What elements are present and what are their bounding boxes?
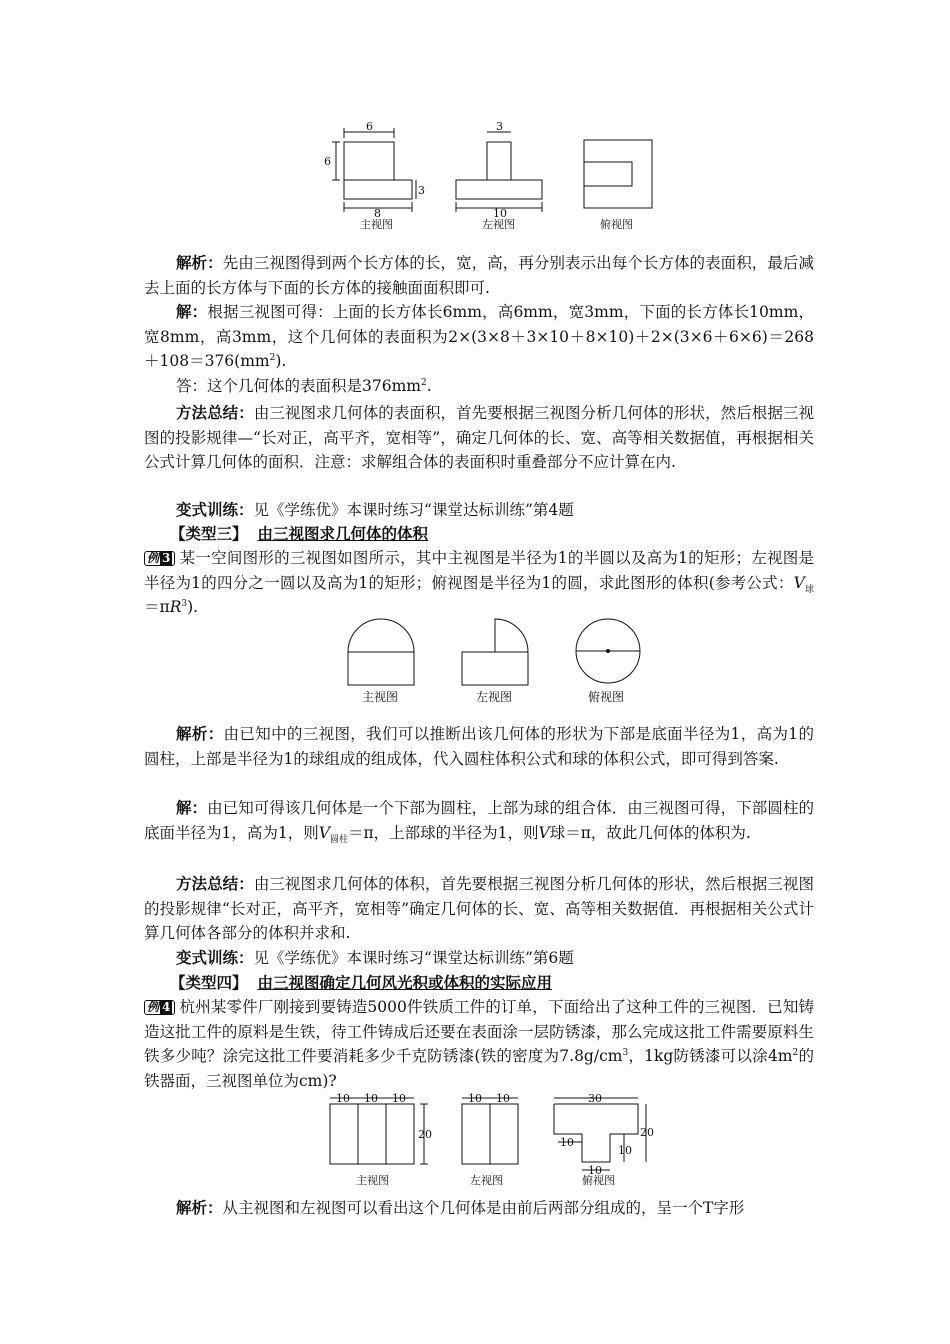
- paragraph-solution-1: 解：根据三视图可得：上面的长方体长6mm，高6mm，宽3mm，下面的长方体长10mm，宽8mm，高3mm，这个几何体的表面积为$2\times(3\times 8+3\times 10+8\times 10)+2\times(3\times 6+6\times 6)=268+108=376(mm^2)$.: [144, 302, 814, 370]
- dim-front-10b: 10: [364, 1092, 378, 1105]
- side-view-label: 左视图: [482, 218, 515, 231]
- figure-three-views-1: [320, 118, 680, 242]
- example-badge-4: 例 4: [144, 1000, 175, 1015]
- dim-side-width: 10: [493, 207, 507, 220]
- figure-three-views-3: [326, 1090, 666, 1194]
- dim-top-10-right: 10: [618, 1144, 632, 1157]
- dim-base-width: 8: [374, 207, 381, 220]
- paragraph-analysis-1: 解析：先由三视图得到两个长方体的长，宽，高，再分别表示出每个长方体的表面积，最后减去上面的长方体与下面的长方体的接触面面积即可.: [144, 253, 814, 297]
- top-view-label-3: 俯视图: [582, 1174, 615, 1187]
- dim-side-10a: 10: [468, 1092, 482, 1105]
- dim-top-30: 30: [588, 1092, 602, 1105]
- figure-2-svg: [340, 618, 660, 708]
- dim-top-width: 6: [366, 120, 373, 133]
- side-view-label-2: 左视图: [476, 690, 513, 704]
- paragraph-method-summary-1: 方法总结：由三视图求几何体的表面积，首先要根据三视图分析几何体的形状，然后根据三视图的投影规律—“长对正，高平齐，宽相等”，确定几何体的长、宽、高等相关数据值，再根据相关公式计算几何体的面积．注意：求解组合体的表面积时重叠部分不应计算在内.: [144, 403, 814, 471]
- front-view-label: 主视图: [360, 218, 393, 231]
- paragraph-analysis-3: 解析：从主视图和左视图可以看出这个几何体是由前后两部分组成的，呈一个T字形: [176, 1198, 745, 1217]
- paragraph-analysis-2: 解析：由已知中的三视图，我们可以推断出该几何体的形状为下部是底面半径为1，高为1的圆柱，上部是半径为1的球组成的组成体，代入圆柱体积公式和球的体积公式，即可得到答案.: [144, 724, 814, 768]
- top-view-label: 俯视图: [600, 218, 633, 231]
- paragraph-answer-1: 答：这个几何体的表面积是$376mm^2$.: [176, 377, 432, 395]
- paragraph-example-3: 例 3 某一空间图形的三视图如图所示，其中主视图是半径为1的半圆以及高为1的矩形；左视图是半径为1的四分之一圆以及高为1的矩形；俯视图是半径为1的圆，求此图形的体积(参考公式：$V_球=\pi R^3$).: [144, 549, 814, 616]
- dim-front-10a: 10: [336, 1092, 350, 1105]
- dim-side-10b: 10: [496, 1092, 510, 1105]
- dim-base-height: 3: [418, 184, 425, 197]
- top-view-label-2: 俯视图: [588, 690, 625, 704]
- dim-side-top: 3: [496, 120, 503, 133]
- dim-front-10c: 10: [392, 1092, 406, 1105]
- side-view-label-3: 左视图: [470, 1174, 503, 1187]
- figure-3-svg: [326, 1090, 666, 1190]
- paragraph-variant-training-2: 变式训练：见《学练优》本课时练习“课堂达标训练”第6题: [176, 948, 574, 967]
- section-heading-type4: 【类型四】 由三视图确定几何风光积或体积的实际应用: [170, 973, 553, 992]
- figure-three-views-2: [340, 618, 660, 712]
- dim-top-20: 20: [640, 1126, 654, 1139]
- section-heading-type3: 【类型三】 由三视图求几何体的体积: [170, 524, 429, 543]
- paragraph-variant-training-1: 变式训练：见《学练优》本课时练习“课堂达标训练”第4题: [176, 500, 574, 519]
- front-view-label-3: 主视图: [356, 1174, 389, 1187]
- dim-top-height: 6: [324, 155, 331, 168]
- example-badge-3: 例 3: [144, 551, 175, 566]
- paragraph-method-summary-2: 方法总结：由三视图求几何体的体积，首先要根据三视图分析几何体的形状，然后根据三视图的投影规律“长对正，高平齐，宽相等”确定几何体的长、宽、高等相关数据值．再根据相关公式计算几何体各部分的体积并求和.: [144, 874, 814, 942]
- paragraph-solution-2: 解：由已知可得该几何体是一个下部为圆柱，上部为球的组合体．由三视图可得，下部圆柱的底面半径为1，高为1，则$V_{圆柱}=\pi$，上部球的半径为1，则V球＝π，故此几何体的体积为.: [144, 798, 814, 845]
- figure-1-svg: [320, 118, 680, 238]
- dim-front-20: 20: [418, 1128, 432, 1141]
- dim-top-10-bottom: 10: [588, 1164, 602, 1177]
- front-view-label-2: 主视图: [362, 690, 399, 704]
- paragraph-example-4: 例 4 杭州某零件厂刚接到要铸造5000件铁质工件的订单，下面给出了这种工件的三视图．已知铸造这批工件的原料是生铁，待工件铸成后还要在表面涂一层防锈漆，那么完成这批工件需要原料生铁多少吨？涂完这批工件要消耗多少千克防锈漆(铁的密度为$7.8g/cm^3$，1kg防锈漆可以涂$4m^2$的铁器面，三视图单位为cm)?: [144, 998, 814, 1090]
- dim-top-10-left: 10: [560, 1136, 574, 1149]
